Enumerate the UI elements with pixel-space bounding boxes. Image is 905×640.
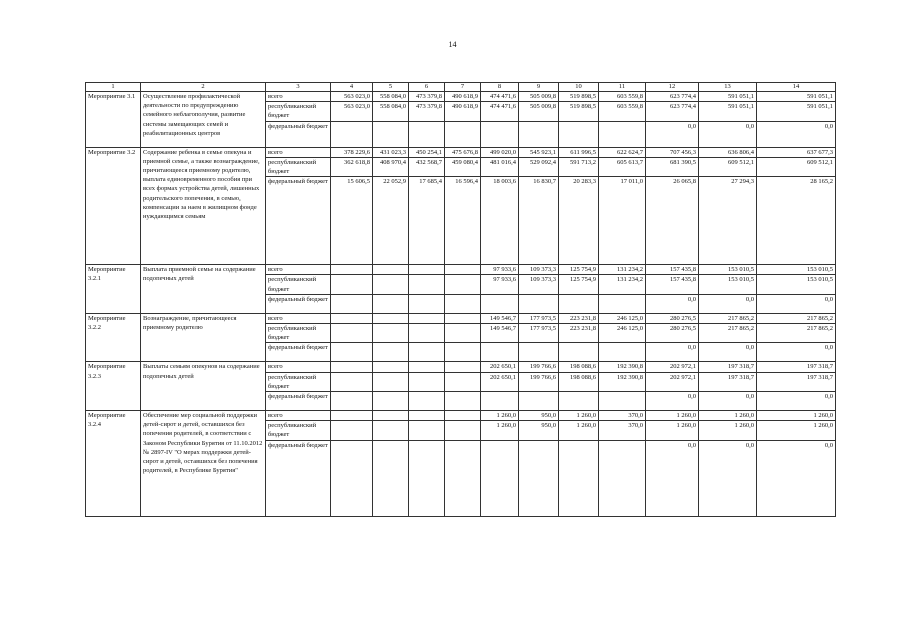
value-cell: 197 318,7 (699, 362, 757, 372)
value-cell: 0,0 (646, 392, 699, 411)
value-cell: 15 606,5 (331, 177, 373, 265)
value-cell (519, 440, 559, 516)
value-cell: 499 020,0 (481, 147, 519, 157)
value-cell (481, 294, 519, 313)
value-cell (445, 265, 481, 275)
value-cell: 217 865,2 (757, 324, 836, 343)
value-cell: 153 010,5 (699, 275, 757, 294)
value-cell: 202 972,1 (646, 372, 699, 391)
value-cell: 1 260,0 (646, 421, 699, 440)
value-cell: 1 260,0 (757, 411, 836, 421)
value-cell: 0,0 (757, 294, 836, 313)
value-cell: 0,0 (646, 121, 699, 147)
value-cell (331, 440, 373, 516)
value-cell: 16 596,4 (445, 177, 481, 265)
value-cell (373, 324, 409, 343)
value-cell: 1 260,0 (757, 421, 836, 440)
measure-description: Осуществление профилактической деятельности по предупреждению семейного неблагополучия, развитие системы замещающих семей и реабилитационных центров (141, 92, 266, 148)
value-cell (481, 121, 519, 147)
value-cell: 202 650,1 (481, 372, 519, 391)
value-cell: 125 754,9 (559, 275, 599, 294)
funding-source: республиканский бюджет (266, 372, 331, 391)
header-row (86, 83, 836, 92)
value-cell: 378 229,6 (331, 147, 373, 157)
value-cell: 223 231,8 (559, 324, 599, 343)
value-cell: 202 972,1 (646, 362, 699, 372)
value-cell: 153 010,5 (757, 275, 836, 294)
value-cell (331, 294, 373, 313)
value-cell: 591 051,1 (699, 102, 757, 121)
header-cell: 9 (519, 83, 559, 92)
value-cell: 1 260,0 (481, 421, 519, 440)
value-cell: 197 318,7 (757, 362, 836, 372)
value-cell (331, 275, 373, 294)
value-cell (331, 362, 373, 372)
funding-source: федеральный бюджет (266, 343, 331, 362)
value-cell: 217 865,2 (757, 313, 836, 323)
value-cell: 0,0 (646, 343, 699, 362)
value-cell: 22 052,9 (373, 177, 409, 265)
value-cell: 16 830,7 (519, 177, 559, 265)
value-cell: 362 618,8 (331, 157, 373, 176)
value-cell: 1 260,0 (559, 421, 599, 440)
value-cell (599, 294, 646, 313)
funding-source: всего (266, 362, 331, 372)
value-cell (559, 121, 599, 147)
value-cell: 591 713,2 (559, 157, 599, 176)
table-row (86, 362, 836, 372)
value-cell: 199 766,6 (519, 362, 559, 372)
value-cell (373, 121, 409, 147)
value-cell: 1 260,0 (699, 421, 757, 440)
value-cell (373, 421, 409, 440)
funding-source: республиканский бюджет (266, 275, 331, 294)
header-cell: 11 (599, 83, 646, 92)
funding-source: федеральный бюджет (266, 177, 331, 265)
funding-source: всего (266, 92, 331, 102)
value-cell: 475 676,8 (445, 147, 481, 157)
value-cell: 199 766,6 (519, 372, 559, 391)
value-cell (409, 265, 445, 275)
value-cell (409, 372, 445, 391)
value-cell: 0,0 (699, 392, 757, 411)
header-cell: 6 (409, 83, 445, 92)
value-cell (331, 411, 373, 421)
value-cell: 0,0 (699, 440, 757, 516)
value-cell: 408 970,4 (373, 157, 409, 176)
value-cell (445, 362, 481, 372)
value-cell (409, 275, 445, 294)
value-cell: 246 125,0 (599, 313, 646, 323)
measure-description: Содержание ребенка в семье опекуна и приемной семье, а также вознаграждение, причитающееся приемному родителю, выплата единовременного пособия при всех формах устройства детей, лишенных родительского попечения, в семью, компенсации за наем в жилищном фонде нуждающимся семьям (141, 147, 266, 265)
value-cell: 280 276,5 (646, 324, 699, 343)
value-cell: 481 016,4 (481, 157, 519, 176)
value-cell (519, 343, 559, 362)
value-cell: 950,0 (519, 421, 559, 440)
value-cell (373, 440, 409, 516)
header-cell: 7 (445, 83, 481, 92)
funding-source: республиканский бюджет (266, 157, 331, 176)
value-cell: 1 260,0 (559, 411, 599, 421)
value-cell (331, 265, 373, 275)
value-cell: 459 080,4 (445, 157, 481, 176)
value-cell (409, 313, 445, 323)
value-cell (445, 343, 481, 362)
value-cell: 197 318,7 (757, 372, 836, 391)
budget-table (85, 82, 836, 517)
value-cell (599, 440, 646, 516)
value-cell (331, 392, 373, 411)
value-cell: 431 023,3 (373, 147, 409, 157)
value-cell: 246 125,0 (599, 324, 646, 343)
value-cell (331, 421, 373, 440)
value-cell: 125 754,9 (559, 265, 599, 275)
value-cell (373, 362, 409, 372)
value-cell (481, 440, 519, 516)
value-cell (409, 440, 445, 516)
value-cell (445, 324, 481, 343)
value-cell: 1 260,0 (699, 411, 757, 421)
value-cell (373, 275, 409, 294)
value-cell: 519 898,5 (559, 92, 599, 102)
value-cell (373, 265, 409, 275)
value-cell: 0,0 (646, 440, 699, 516)
value-cell: 707 456,3 (646, 147, 699, 157)
value-cell: 28 165,2 (757, 177, 836, 265)
value-cell: 20 283,3 (559, 177, 599, 265)
measure-description: Выплаты семьям опекунов на содержание подопечных детей (141, 362, 266, 411)
value-cell: 563 023,0 (331, 92, 373, 102)
value-cell: 0,0 (757, 392, 836, 411)
value-cell: 609 512,1 (757, 157, 836, 176)
value-cell: 149 546,7 (481, 313, 519, 323)
value-cell (409, 411, 445, 421)
value-cell (409, 421, 445, 440)
value-cell: 153 010,5 (699, 265, 757, 275)
value-cell (559, 343, 599, 362)
value-cell: 18 003,6 (481, 177, 519, 265)
value-cell (445, 372, 481, 391)
value-cell: 591 051,1 (757, 92, 836, 102)
table-row (86, 265, 836, 275)
value-cell: 109 373,3 (519, 265, 559, 275)
value-cell: 26 065,8 (646, 177, 699, 265)
value-cell (599, 343, 646, 362)
value-cell (373, 372, 409, 391)
header-cell: 3 (266, 83, 331, 92)
value-cell (445, 275, 481, 294)
value-cell: 0,0 (646, 294, 699, 313)
value-cell: 109 373,3 (519, 275, 559, 294)
page-number: 14 (448, 40, 457, 49)
header-cell: 13 (699, 83, 757, 92)
value-cell (409, 294, 445, 313)
value-cell: 603 559,8 (599, 92, 646, 102)
measure-code: Мероприятие 3.2.4 (86, 411, 141, 517)
header-cell: 1 (86, 83, 141, 92)
value-cell (331, 121, 373, 147)
value-cell (519, 121, 559, 147)
value-cell: 197 318,7 (699, 372, 757, 391)
value-cell: 0,0 (757, 440, 836, 516)
value-cell (445, 411, 481, 421)
value-cell (599, 121, 646, 147)
funding-source: федеральный бюджет (266, 121, 331, 147)
value-cell (445, 121, 481, 147)
value-cell: 280 276,5 (646, 313, 699, 323)
value-cell: 681 390,5 (646, 157, 699, 176)
value-cell: 192 390,8 (599, 362, 646, 372)
value-cell: 605 613,7 (599, 157, 646, 176)
value-cell (331, 313, 373, 323)
value-cell: 153 010,5 (757, 265, 836, 275)
value-cell: 97 933,6 (481, 265, 519, 275)
value-cell: 611 996,5 (559, 147, 599, 157)
value-cell: 622 624,7 (599, 147, 646, 157)
header-cell: 12 (646, 83, 699, 92)
value-cell: 192 390,8 (599, 372, 646, 391)
header-cell: 4 (331, 83, 373, 92)
value-cell (445, 313, 481, 323)
value-cell: 432 568,7 (409, 157, 445, 176)
value-cell: 0,0 (757, 343, 836, 362)
measure-description: Выплата приемной семье на содержание подопечных детей (141, 265, 266, 314)
funding-source: федеральный бюджет (266, 392, 331, 411)
funding-source: республиканский бюджет (266, 324, 331, 343)
value-cell: 563 023,0 (331, 102, 373, 121)
value-cell: 157 435,8 (646, 265, 699, 275)
value-cell (445, 421, 481, 440)
table-row (86, 313, 836, 323)
value-cell: 131 234,2 (599, 275, 646, 294)
value-cell (373, 294, 409, 313)
value-cell (409, 362, 445, 372)
value-cell (599, 392, 646, 411)
value-cell: 0,0 (699, 294, 757, 313)
header-cell: 8 (481, 83, 519, 92)
value-cell: 149 546,7 (481, 324, 519, 343)
value-cell: 637 677,3 (757, 147, 836, 157)
value-cell: 17 011,0 (599, 177, 646, 265)
value-cell: 558 084,0 (373, 92, 409, 102)
value-cell (409, 324, 445, 343)
funding-source: федеральный бюджет (266, 294, 331, 313)
value-cell: 623 774,4 (646, 102, 699, 121)
value-cell (373, 392, 409, 411)
header-cell: 10 (559, 83, 599, 92)
value-cell: 0,0 (757, 121, 836, 147)
value-cell: 97 933,6 (481, 275, 519, 294)
value-cell: 0,0 (699, 121, 757, 147)
value-cell: 198 088,6 (559, 362, 599, 372)
measure-description: Вознаграждение, причитающееся приемному родителю (141, 313, 266, 362)
value-cell: 27 294,3 (699, 177, 757, 265)
table-row (86, 92, 836, 102)
value-cell (373, 343, 409, 362)
table-row (86, 411, 836, 421)
value-cell: 217 865,2 (699, 324, 757, 343)
value-cell: 473 379,8 (409, 102, 445, 121)
value-cell: 1 260,0 (481, 411, 519, 421)
value-cell (331, 324, 373, 343)
funding-source: республиканский бюджет (266, 102, 331, 121)
value-cell: 591 051,1 (757, 102, 836, 121)
value-cell (559, 294, 599, 313)
value-cell: 490 618,9 (445, 92, 481, 102)
measure-code: Мероприятие 3.2.1 (86, 265, 141, 314)
header-cell: 5 (373, 83, 409, 92)
value-cell: 603 559,8 (599, 102, 646, 121)
value-cell: 177 973,5 (519, 324, 559, 343)
value-cell: 1 260,0 (646, 411, 699, 421)
value-cell (559, 440, 599, 516)
table-row (86, 147, 836, 157)
value-cell: 217 865,2 (699, 313, 757, 323)
value-cell: 177 973,5 (519, 313, 559, 323)
value-cell: 474 471,6 (481, 102, 519, 121)
value-cell: 591 051,1 (699, 92, 757, 102)
value-cell: 473 379,8 (409, 92, 445, 102)
value-cell: 474 471,6 (481, 92, 519, 102)
table-body (86, 83, 836, 517)
value-cell: 529 092,4 (519, 157, 559, 176)
value-cell (409, 121, 445, 147)
value-cell: 519 898,5 (559, 102, 599, 121)
value-cell (409, 392, 445, 411)
value-cell: 636 806,4 (699, 147, 757, 157)
value-cell: 490 618,9 (445, 102, 481, 121)
value-cell: 131 234,2 (599, 265, 646, 275)
value-cell: 609 512,1 (699, 157, 757, 176)
funding-source: всего (266, 265, 331, 275)
measure-code: Мероприятие 3.2.3 (86, 362, 141, 411)
value-cell (481, 343, 519, 362)
value-cell: 370,0 (599, 421, 646, 440)
value-cell: 202 650,1 (481, 362, 519, 372)
value-cell: 505 009,8 (519, 102, 559, 121)
funding-source: республиканский бюджет (266, 421, 331, 440)
value-cell: 198 088,6 (559, 372, 599, 391)
value-cell (409, 343, 445, 362)
funding-source: всего (266, 411, 331, 421)
value-cell (331, 343, 373, 362)
value-cell (445, 440, 481, 516)
value-cell: 450 254,1 (409, 147, 445, 157)
value-cell: 558 084,0 (373, 102, 409, 121)
value-cell: 157 435,8 (646, 275, 699, 294)
measure-code: Мероприятие 3.2.2 (86, 313, 141, 362)
measure-code: Мероприятие 3.2 (86, 147, 141, 265)
value-cell: 17 685,4 (409, 177, 445, 265)
value-cell (445, 392, 481, 411)
measure-description: Обеспечение мер социальной поддержки детей-сирот и детей, оставшихся без попечения родителей, в соответствии с Законом Республики Бурятия от 11.10.2012 № 2897-IV "О мерах поддержки детей-сирот и детей, оставшихся без попечения родителей, в Республике Бурятия" (141, 411, 266, 517)
value-cell: 505 009,8 (519, 92, 559, 102)
value-cell: 223 231,8 (559, 313, 599, 323)
value-cell (331, 372, 373, 391)
value-cell: 950,0 (519, 411, 559, 421)
value-cell (481, 392, 519, 411)
header-cell: 14 (757, 83, 836, 92)
value-cell: 545 923,1 (519, 147, 559, 157)
value-cell (373, 313, 409, 323)
funding-source: федеральный бюджет (266, 440, 331, 516)
value-cell (519, 294, 559, 313)
value-cell: 623 774,4 (646, 92, 699, 102)
measure-code: Мероприятие 3.1 (86, 92, 141, 148)
funding-source: всего (266, 313, 331, 323)
value-cell: 0,0 (699, 343, 757, 362)
value-cell (559, 392, 599, 411)
header-cell: 2 (141, 83, 266, 92)
value-cell (373, 411, 409, 421)
value-cell: 370,0 (599, 411, 646, 421)
funding-source: всего (266, 147, 331, 157)
value-cell (519, 392, 559, 411)
value-cell (445, 294, 481, 313)
